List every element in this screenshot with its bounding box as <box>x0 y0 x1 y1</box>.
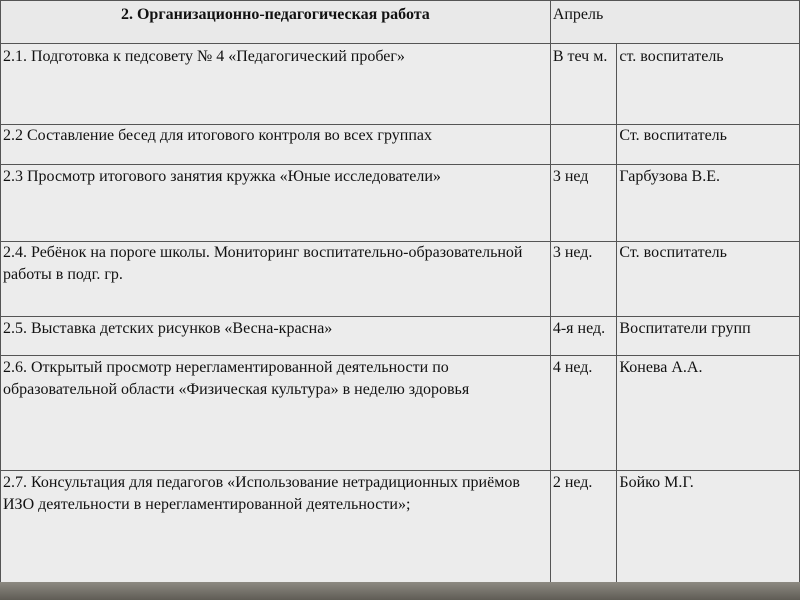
responsible-cell: ст. воспитатель <box>617 44 800 125</box>
task-cell: 2.3 Просмотр итогового занятия кружка «Юные исследователи» <box>1 165 551 242</box>
responsible-cell: Воспитатели групп <box>617 317 800 356</box>
date-cell: 3 нед <box>550 165 617 242</box>
table-row <box>1 356 800 471</box>
table-row <box>1 44 800 125</box>
table-row <box>1 165 800 242</box>
table-row <box>1 317 800 356</box>
date-cell: 4-я нед. <box>550 317 617 356</box>
date-cell: 2 нед. <box>550 471 617 586</box>
section-title: 2. Организационно-педагогическая работа <box>1 1 551 44</box>
date-cell: 3 нед. <box>550 242 617 317</box>
task-cell: 2.7. Консультация для педагогов «Использование нетрадиционных приёмов ИЗО деятельности в нерегламентированной деятельности»; <box>1 471 551 586</box>
responsible-cell: Ст. воспитатель <box>617 242 800 317</box>
task-cell: 2.4. Ребёнок на пороге школы. Мониторинг воспитательно-образовательной работы в подг. гр. <box>1 242 551 317</box>
date-cell <box>550 125 617 165</box>
slide-bottom-border <box>0 582 800 600</box>
responsible-cell: Гарбузова В.Е. <box>617 165 800 242</box>
table-row <box>1 125 800 165</box>
task-cell: 2.2 Составление бесед для итогового контроля во всех группах <box>1 125 551 165</box>
task-cell: 2.1. Подготовка к педсовету № 4 «Педагогический пробег» <box>1 44 551 125</box>
month-header: Апрель <box>550 1 799 44</box>
date-cell: В теч м. <box>550 44 617 125</box>
responsible-cell: Конева А.А. <box>617 356 800 471</box>
responsible-cell: Бойко М.Г. <box>617 471 800 586</box>
responsible-cell: Ст. воспитатель <box>617 125 800 165</box>
task-cell: 2.6. Открытый просмотр нерегламентированной деятельности по образовательной области «Физическая культура» в неделю здоровья <box>1 356 551 471</box>
table-row <box>1 242 800 317</box>
task-cell: 2.5. Выставка детских рисунков «Весна-красна» <box>1 317 551 356</box>
date-cell: 4 нед. <box>550 356 617 471</box>
table-row <box>1 471 800 586</box>
table-header-row <box>1 1 800 44</box>
